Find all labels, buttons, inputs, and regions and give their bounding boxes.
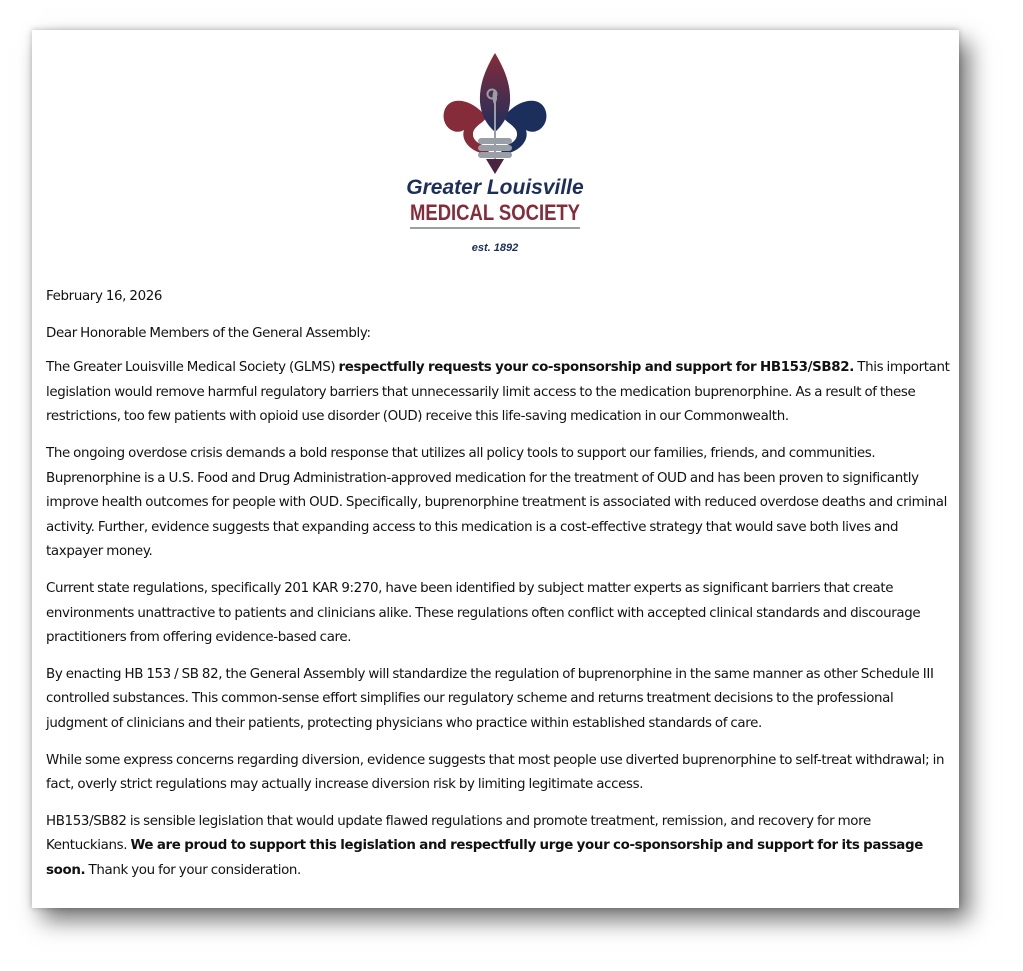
paragraph-text: This important legislation would remove harmful regulatory barriers that unnecessarily limit access to the medication buprenorphine. As a result of these restrictions, too few patients with opioid use disorder (OUD) receive this life-saving medication in our Commonwealth. — [46, 360, 950, 425]
paragraph-bold-text: We are proud to support this legislation and respectfully urge your co-sponsorship and support for its passage soon. — [46, 838, 923, 878]
paragraph-text: The Greater Louisville Medical Society (GLMS) — [46, 360, 339, 376]
paragraph-state-regulations: Current state regulations, specifically 201 KAR 9:270, have been identified by subject matter experts as significant barriers that create environments unattractive to patients and clinicians alike. These regulations often conflict with accepted clinical standards and discourage practitioners from offering evidence-based care. — [46, 580, 921, 646]
org-name-line1: Greater Louisville — [406, 176, 584, 199]
fleur-de-lis-icon — [406, 50, 584, 254]
established-line: est. 1892 — [471, 242, 519, 254]
paragraph-bold-text: respectfully requests your co-sponsorship and support for HB153/SB82. — [338, 360, 854, 376]
org-name-line2: MEDICAL SOCIETY — [410, 200, 581, 225]
paragraph-enacting: By enacting HB 153 / SB 82, the General Assembly will standardize the regulation of buprenorphine in the same manner as other Schedule III controlled substances. This common-sense effort simplifies our regulatory scheme and returns treatment decisions to the professional judgment of clinicians and their patients, protecting physicians who practice within established standards of care. — [46, 666, 934, 731]
paragraph-text: HB153/SB82 is sensible legislation that would update flawed regulations and promote treatment, remission, and recovery for more Kentuckians. — [46, 813, 871, 854]
glms-logo — [406, 50, 584, 254]
letter-body — [46, 285, 950, 895]
paragraph-overdose-crisis: The ongoing overdose crisis demands a bold response that utilizes all policy tools to support our families, friends, and communities. Buprenorphine is a U.S. Food and Drug Administration-approved medication for the treatment of OUD and has been proven to significantly improve health outcomes for people with OUD. Specifically, buprenorphine treatment is associated with reduced overdose deaths and criminal activity. Further, evidence suggests that expanding access to this medication is a cost-effective strategy that would save both lives and taxpayer money. — [46, 445, 948, 560]
paragraph-request — [46, 356, 950, 430]
paragraph-diversion: While some express concerns regarding diversion, evidence suggests that most people use diverted buprenorphine to self-treat withdrawal; in fact, overly strict regulations may actually increase diversion risk by limiting legitimate access. — [46, 752, 945, 793]
paragraph-closing — [46, 810, 950, 884]
letter-date: February 16, 2026 — [46, 289, 163, 304]
paragraph-text: Thank you for your consideration. — [85, 862, 301, 878]
letter-page — [32, 30, 959, 908]
logo-divider — [410, 227, 580, 229]
letter-salutation: Dear Honorable Members of the General Assembly: — [46, 325, 371, 341]
